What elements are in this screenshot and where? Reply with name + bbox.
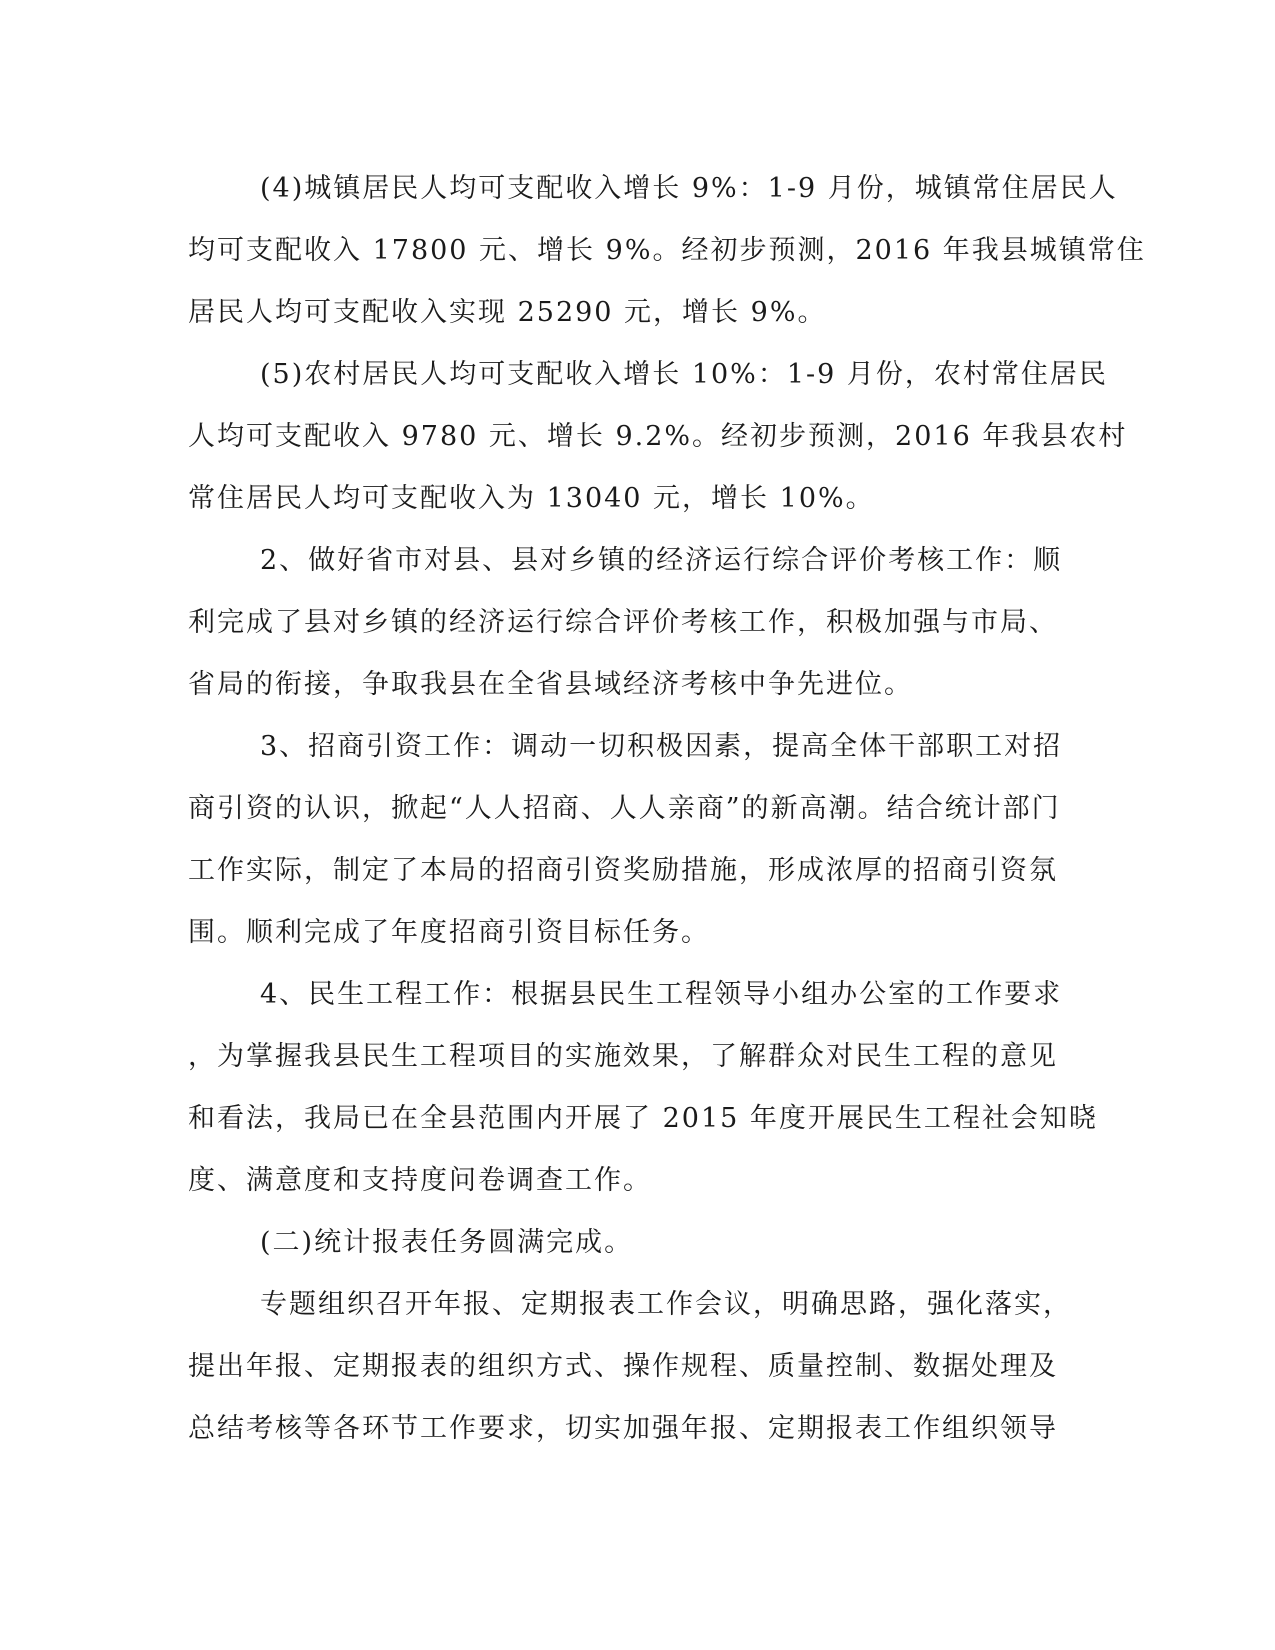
section-4-line-3: 和看法，我局已在全县范围内开展了 2015 年度开展民生工程社会知晓 (188, 1103, 1098, 1134)
report-paragraph-line-1: 专题组织召开年报、定期报表工作会议，明确思路，强化落实， (260, 1289, 1072, 1320)
paragraph-4-line-3: 居民人均可支配收入实现 25290 元，增长 9%。 (188, 297, 827, 328)
section-heading-er: (二)统计报表任务圆满完成。 (260, 1227, 634, 1258)
paragraph-4-line-2: 均可支配收入 17800 元、增长 9%。经初步预测，2016 年我县城镇常住 (188, 235, 1146, 266)
section-2-line-1: 2、做好省市对县、县对乡镇的经济运行综合评价考核工作：顺 (260, 545, 1063, 576)
section-2-line-2: 利完成了县对乡镇的经济运行综合评价考核工作，积极加强与市局、 (188, 607, 1058, 638)
document-body (188, 158, 1146, 1460)
section-4-line-2: ，为掌握我县民生工程项目的实施效果，了解群众对民生工程的意见 (188, 1041, 1058, 1072)
report-paragraph-line-2: 提出年报、定期报表的组织方式、操作规程、质量控制、数据处理及 (188, 1351, 1058, 1382)
section-3-line-3: 工作实际，制定了本局的招商引资奖励措施，形成浓厚的招商引资氛 (188, 855, 1058, 886)
section-3-line-1: 3、招商引资工作：调动一切积极因素，提高全体干部职工对招 (260, 731, 1063, 762)
section-2-line-3: 省局的衔接，争取我县在全省县域经济考核中争先进位。 (188, 669, 913, 700)
section-4-line-4: 度、满意度和支持度问卷调查工作。 (188, 1165, 652, 1196)
paragraph-5-line-1: (5)农村居民人均可支配收入增长 10%：1-9 月份，农村常住居民 (260, 359, 1108, 390)
section-4-line-1: 4、民生工程工作：根据县民生工程领导小组办公室的工作要求 (260, 979, 1063, 1010)
section-3-line-2: 商引资的认识，掀起“人人招商、人人亲商”的新高潮。结合统计部门 (188, 793, 1061, 824)
report-paragraph-line-3: 总结考核等各环节工作要求，切实加强年报、定期报表工作组织领导 (188, 1413, 1058, 1444)
section-3-line-4: 围。顺利完成了年度招商引资目标任务。 (188, 917, 710, 948)
paragraph-4-line-1: (4)城镇居民人均可支配收入增长 9%：1-9 月份，城镇常住居民人 (260, 173, 1118, 204)
paragraph-5-line-2: 人均可支配收入 9780 元、增长 9.2%。经初步预测，2016 年我县农村 (188, 421, 1128, 452)
paragraph-5-line-3: 常住居民人均可支配收入为 13040 元，增长 10%。 (188, 483, 875, 514)
